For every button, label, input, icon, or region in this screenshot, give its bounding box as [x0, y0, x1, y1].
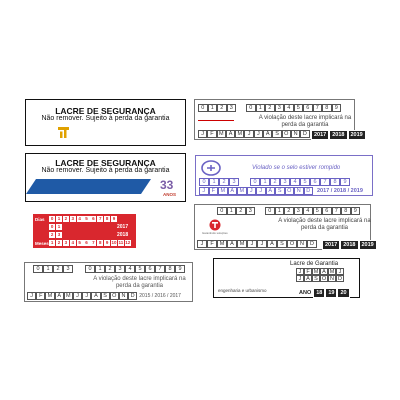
month-cell: J	[82, 292, 91, 300]
month-cell: F	[304, 268, 312, 275]
digit-cell: 2	[284, 207, 294, 215]
month-cell: O	[110, 292, 119, 300]
digit-cell: 9	[351, 207, 361, 215]
month-grid	[296, 268, 344, 282]
digit-cell: 8	[165, 265, 175, 273]
warning-message: A violação deste lacre implicará na perda da garantia	[258, 115, 352, 128]
digit-cell: 1	[275, 207, 285, 215]
seal-lacre-garantia	[213, 258, 360, 298]
red-divider	[198, 120, 234, 121]
month-grid-row	[296, 275, 344, 282]
month-cell: A	[227, 240, 237, 248]
month-cell: N	[297, 240, 307, 248]
month-cell: S	[312, 275, 320, 282]
month-cell: A	[91, 292, 100, 300]
warning-message: A violação deste lacre implicará na perda da garantia	[278, 218, 371, 231]
month-cell: A	[266, 187, 276, 195]
seal-date-grid-2	[194, 204, 374, 250]
red-cell: 12	[125, 240, 131, 245]
digit-cell: 2	[265, 104, 275, 112]
month-cell: S	[277, 240, 287, 248]
red-cell: 4	[71, 240, 74, 245]
digit-cell: 5	[294, 104, 304, 112]
seal-date-grid-3	[24, 262, 193, 302]
red-cell: 2	[57, 240, 61, 245]
month-cell: D	[336, 275, 344, 282]
month-row	[197, 240, 317, 248]
digit-cell: 0	[246, 104, 256, 112]
digit-cell: 1	[95, 265, 105, 273]
month-row	[27, 292, 181, 300]
month-cell: A	[263, 130, 272, 138]
month-row	[35, 240, 132, 246]
month-cell: A	[320, 268, 328, 275]
red-cell: 11	[118, 240, 124, 245]
month-grid-row	[296, 268, 344, 275]
month-cell: J	[244, 130, 253, 138]
month-cell: S	[101, 292, 110, 300]
digit-cell: 0	[250, 178, 260, 186]
red-cell: 10	[111, 240, 117, 245]
digit-cell: 4	[290, 178, 300, 186]
month-cell: O	[282, 130, 291, 138]
digit-cell: 5	[135, 265, 145, 273]
month-row	[198, 130, 310, 138]
number-row	[199, 178, 350, 186]
red-cell: 6	[92, 216, 95, 221]
digit-cell: 6	[310, 178, 320, 186]
month-cell: N	[294, 187, 304, 195]
month-label: Meses	[35, 240, 49, 246]
month-cell: J	[254, 130, 263, 138]
month-cell: J	[296, 275, 304, 282]
day-label: Dias	[35, 216, 45, 222]
digit-cell: 6	[303, 104, 313, 112]
month-cell: J	[257, 240, 267, 248]
month-cell: J	[296, 268, 304, 275]
month-cell: A	[304, 275, 312, 282]
month-cell: F	[207, 240, 217, 248]
digit-cell: 3	[227, 104, 237, 112]
brand-logo-icon	[58, 127, 69, 138]
digit-cell: 3	[229, 178, 239, 186]
digit-cell: 2	[270, 178, 280, 186]
digit-cell: 9	[340, 178, 350, 186]
warning-message: Violado se o selo estiver rompido	[252, 165, 341, 171]
month-cell: J	[247, 240, 257, 248]
digit-cell: 4	[284, 104, 294, 112]
digit-cell: 2	[53, 265, 63, 273]
red-cell: 3	[57, 232, 61, 237]
company-caption: engenharia e urbanismo	[218, 288, 267, 293]
day-tens-row-1	[35, 224, 63, 230]
month-cell: D	[304, 187, 314, 195]
seal-violation-blue	[195, 155, 373, 196]
month-cell: M	[237, 187, 247, 195]
digit-cell: 0	[85, 265, 95, 273]
red-cell: 3	[64, 240, 68, 245]
month-cell: F	[209, 187, 219, 195]
red-cell: 7	[98, 216, 102, 221]
month-cell: F	[36, 292, 45, 300]
year-cell: 2019	[359, 240, 377, 250]
month-cell: J	[197, 240, 207, 248]
year-text: 2017 / 2018 / 2019	[317, 188, 363, 194]
digit-cell: 4	[125, 265, 135, 273]
month-cell: M	[45, 292, 54, 300]
digit-cell: 0	[198, 104, 208, 112]
month-cell: A	[228, 187, 238, 195]
digit-cell: 3	[63, 265, 73, 273]
month-cell: M	[237, 240, 247, 248]
month-cell: J	[73, 292, 82, 300]
company-logo-icon	[209, 219, 221, 231]
digit-cell: 7	[332, 207, 342, 215]
digit-cell: 0	[199, 178, 209, 186]
digit-cell: 5	[300, 178, 310, 186]
digit-cell: 2	[105, 265, 115, 273]
month-cell: J	[198, 130, 207, 138]
number-row	[217, 207, 360, 215]
year-cell: 20	[337, 288, 349, 298]
number-row	[33, 265, 185, 273]
digit-cell: 9	[332, 104, 342, 112]
digit-cell: 6	[145, 265, 155, 273]
month-cell: M	[217, 130, 226, 138]
year-row	[322, 240, 377, 250]
digit-cell: 1	[260, 178, 270, 186]
digit-cell: 5	[313, 207, 323, 215]
month-cell: M	[218, 187, 228, 195]
company-logo-icon	[201, 160, 221, 176]
red-cell: 3	[71, 216, 74, 221]
month-cell: D	[300, 130, 309, 138]
month-cell: S	[275, 187, 285, 195]
digit-cell: 1	[256, 104, 266, 112]
seal-subtitle: Não remover. Sujeito à perda da garantia	[41, 115, 170, 122]
month-cell: O	[321, 276, 327, 282]
seal-red-date	[33, 214, 136, 248]
red-cell: 5	[78, 240, 81, 245]
day-tens-row-2	[35, 232, 63, 238]
seal-lacre-seguranca-1	[25, 99, 186, 146]
month-cell: J	[247, 187, 257, 195]
digit-cell: 8	[330, 178, 340, 186]
seal-title: LACRE DE SEGURANÇA	[55, 158, 156, 168]
month-cell: D	[128, 292, 137, 300]
digit-cell: 0	[265, 207, 275, 215]
digit-cell: 6	[322, 207, 332, 215]
logo-caption: Garantindo soluções	[202, 231, 228, 235]
digit-cell: 2	[219, 178, 229, 186]
month-cell: M	[235, 130, 244, 138]
year-cell: 19	[325, 288, 337, 298]
digit-cell: 1	[208, 104, 218, 112]
year-label-1: 2017	[117, 224, 129, 230]
month-cell: D	[307, 240, 317, 248]
digit-cell: 1	[209, 178, 219, 186]
month-cell: A	[55, 292, 64, 300]
red-cell: 0	[50, 216, 54, 221]
digit-cell: 3	[294, 207, 304, 215]
month-cell: N	[328, 275, 336, 282]
digit-cell: 4	[303, 207, 313, 215]
month-cell: J	[336, 268, 344, 275]
red-cell: 8	[105, 216, 109, 221]
seal-lacre-seguranca-2	[25, 153, 186, 202]
red-cell: 2	[50, 232, 54, 237]
red-cell: 2	[64, 216, 68, 221]
month-cell: N	[291, 130, 300, 138]
month-cell: J	[27, 292, 36, 300]
month-cell: J	[256, 187, 266, 195]
month-cell: N	[119, 292, 128, 300]
month-cell: M	[64, 292, 73, 300]
month-cell: O	[285, 187, 295, 195]
red-cell: 1	[50, 240, 54, 245]
year-row	[311, 130, 366, 140]
seal-subtitle: Não remover. Sujeito à perda da garantia	[41, 167, 170, 174]
red-cell: 7	[92, 240, 95, 245]
month-cell: M	[217, 240, 227, 248]
seal-date-grid-1	[194, 99, 363, 140]
digit-cell: 2	[217, 104, 227, 112]
year-cell: 2017	[322, 240, 340, 250]
red-cell: 9	[105, 240, 109, 245]
digit-cell: 8	[322, 104, 332, 112]
warning-message: A violação deste lacre implicará na perda da garantia	[93, 276, 186, 289]
month-cell: M	[313, 269, 319, 275]
seal-title: LACRE DE SEGURANÇA	[55, 106, 156, 116]
digit-cell: 3	[115, 265, 125, 273]
digit-cell: 0	[33, 265, 43, 273]
digit-cell: 9	[175, 265, 185, 273]
day-row	[35, 216, 118, 222]
year-label: ANO	[299, 290, 312, 296]
digit-cell: 3	[280, 178, 290, 186]
red-cell: 6	[85, 240, 88, 245]
digit-cell: 1	[227, 207, 237, 215]
red-cell: 1	[57, 224, 61, 229]
digit-cell: 2	[236, 207, 246, 215]
red-cell: 0	[50, 224, 54, 229]
year-row	[299, 288, 350, 298]
digit-cell: 7	[155, 265, 165, 273]
year-cell: 2019	[348, 130, 366, 140]
red-cell: 1	[57, 216, 61, 221]
digit-cell: 0	[217, 207, 227, 215]
month-cell: O	[287, 240, 297, 248]
year-cell: 2018	[340, 240, 358, 250]
digit-cell: 7	[320, 178, 330, 186]
number-row	[198, 104, 341, 112]
year-cell: 18	[313, 288, 325, 298]
year-cell: 2017	[311, 130, 329, 140]
seal-title: Lacre de Garantia	[290, 261, 339, 267]
month-cell: F	[207, 130, 216, 138]
red-cell: 5	[85, 216, 88, 221]
digit-cell: 7	[313, 104, 323, 112]
month-cell: S	[272, 130, 281, 138]
red-cell: 4	[78, 216, 81, 221]
year-text: 2015 / 2016 / 2017	[139, 293, 181, 299]
month-cell: M	[329, 269, 335, 275]
year-cell: 2018	[329, 130, 347, 140]
red-cell: 8	[98, 240, 102, 245]
digit-cell: 8	[341, 207, 351, 215]
year-label-2: 2018	[117, 232, 129, 238]
anniversary-number: 33	[160, 178, 174, 192]
month-cell: A	[267, 240, 277, 248]
digit-cell: 1	[43, 265, 53, 273]
digit-cell: 3	[275, 104, 285, 112]
month-cell: J	[199, 187, 209, 195]
blue-band-graphic	[26, 179, 151, 194]
month-row	[199, 187, 363, 195]
red-cell: 9	[112, 216, 116, 221]
anniversary-label: ANOS	[163, 192, 177, 197]
month-cell: A	[226, 130, 235, 138]
digit-cell: 3	[246, 207, 256, 215]
